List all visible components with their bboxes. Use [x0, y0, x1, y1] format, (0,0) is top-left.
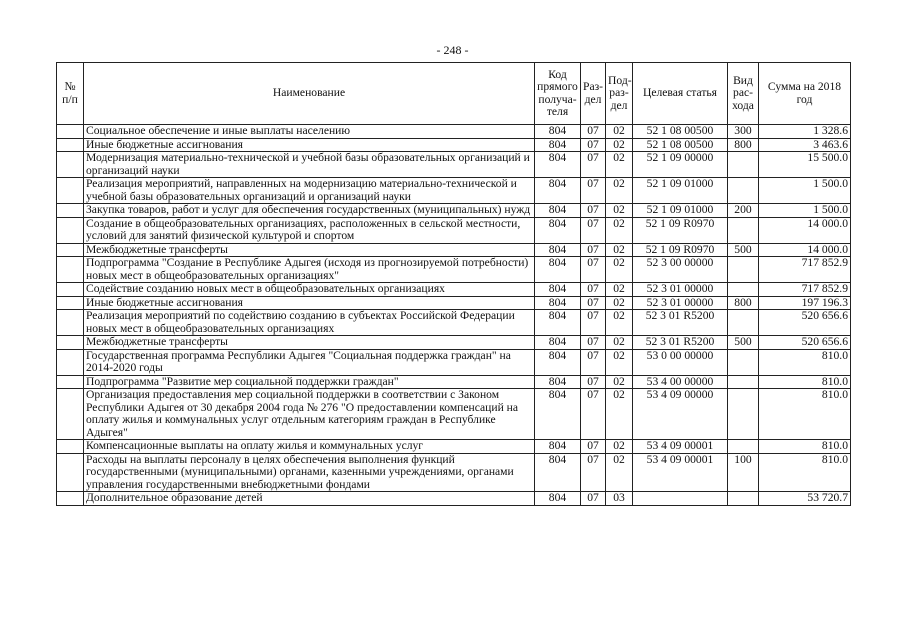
cell-num	[57, 453, 84, 492]
cell-code: 804	[535, 152, 581, 178]
table-row	[57, 178, 851, 204]
header-sum: Сумма на 2018 год	[759, 63, 851, 125]
cell-section: 07	[581, 217, 606, 243]
cell-section: 07	[581, 453, 606, 492]
cell-sum: 810.0	[759, 440, 851, 454]
header-subsection: Под-раз-дел	[606, 63, 633, 125]
cell-target: 52 1 09 R0970	[633, 243, 728, 257]
cell-expense-type	[728, 152, 759, 178]
cell-num	[57, 178, 84, 204]
cell-subsection: 02	[606, 283, 633, 297]
cell-subsection: 02	[606, 204, 633, 218]
cell-section: 07	[581, 440, 606, 454]
table-row	[57, 389, 851, 440]
cell-section: 07	[581, 138, 606, 152]
cell-subsection: 02	[606, 389, 633, 440]
table-row	[57, 440, 851, 454]
cell-sum: 810.0	[759, 453, 851, 492]
cell-sum: 717 852.9	[759, 257, 851, 283]
cell-target: 53 4 09 00001	[633, 440, 728, 454]
cell-subsection: 02	[606, 336, 633, 350]
cell-code: 804	[535, 283, 581, 297]
cell-expense-type: 300	[728, 125, 759, 139]
cell-target: 52 3 01 R5200	[633, 336, 728, 350]
cell-subsection: 02	[606, 349, 633, 375]
table-row	[57, 296, 851, 310]
cell-sum: 3 463.6	[759, 138, 851, 152]
cell-sum: 1 328.6	[759, 125, 851, 139]
cell-num	[57, 138, 84, 152]
cell-expense-type: 800	[728, 138, 759, 152]
cell-section: 07	[581, 152, 606, 178]
cell-name: Межбюджетные трансферты	[84, 243, 535, 257]
cell-name: Иные бюджетные ассигнования	[84, 138, 535, 152]
cell-code: 804	[535, 178, 581, 204]
cell-target: 52 1 09 R0970	[633, 217, 728, 243]
cell-name: Модернизация материально-технической и учебной базы образовательных организаций и организаций науки	[84, 152, 535, 178]
table-row	[57, 125, 851, 139]
cell-code: 804	[535, 204, 581, 218]
cell-subsection: 02	[606, 375, 633, 389]
cell-code: 804	[535, 310, 581, 336]
cell-target	[633, 492, 728, 506]
cell-section: 07	[581, 375, 606, 389]
cell-subsection: 02	[606, 152, 633, 178]
cell-target: 53 4 00 00000	[633, 375, 728, 389]
cell-target: 52 3 01 00000	[633, 296, 728, 310]
cell-num	[57, 349, 84, 375]
table-row	[57, 217, 851, 243]
cell-section: 07	[581, 204, 606, 218]
cell-code: 804	[535, 453, 581, 492]
cell-num	[57, 257, 84, 283]
cell-name: Межбюджетные трансферты	[84, 336, 535, 350]
cell-name: Подпрограмма "Развитие мер социальной поддержки граждан"	[84, 375, 535, 389]
table-row	[57, 453, 851, 492]
cell-subsection: 02	[606, 125, 633, 139]
cell-name: Иные бюджетные ассигнования	[84, 296, 535, 310]
cell-sum: 14 000.0	[759, 217, 851, 243]
cell-subsection: 02	[606, 296, 633, 310]
table-row	[57, 349, 851, 375]
table-row	[57, 283, 851, 297]
cell-name: Государственная программа Республики Адыгея "Социальная поддержка граждан" на 2014-2020 годы	[84, 349, 535, 375]
cell-code: 804	[535, 492, 581, 506]
cell-subsection: 02	[606, 310, 633, 336]
cell-section: 07	[581, 336, 606, 350]
cell-expense-type	[728, 440, 759, 454]
cell-sum: 1 500.0	[759, 204, 851, 218]
cell-subsection: 02	[606, 440, 633, 454]
cell-section: 07	[581, 310, 606, 336]
cell-expense-type: 200	[728, 204, 759, 218]
cell-expense-type: 500	[728, 336, 759, 350]
cell-num	[57, 125, 84, 139]
cell-name: Дополнительное образование детей	[84, 492, 535, 506]
cell-num	[57, 492, 84, 506]
cell-code: 804	[535, 336, 581, 350]
cell-code: 804	[535, 138, 581, 152]
cell-num	[57, 217, 84, 243]
cell-target: 53 0 00 00000	[633, 349, 728, 375]
cell-section: 07	[581, 178, 606, 204]
page-number: - 248 -	[436, 43, 469, 57]
cell-section: 07	[581, 257, 606, 283]
cell-code: 804	[535, 243, 581, 257]
cell-sum: 14 000.0	[759, 243, 851, 257]
cell-section: 07	[581, 243, 606, 257]
header-target: Целевая статья	[633, 63, 728, 125]
cell-name: Организация предоставления мер социальной поддержки в соответствии с Законом Республики Адыгея от 30 декабря 2004 года № 276 "О предоставлении компенсаций на оплату жилья и коммунальных услуг отдельным категориям граждан в Республике Адыгея"	[84, 389, 535, 440]
cell-num	[57, 296, 84, 310]
cell-target: 52 1 09 00000	[633, 152, 728, 178]
cell-code: 804	[535, 389, 581, 440]
cell-num	[57, 336, 84, 350]
cell-section: 07	[581, 125, 606, 139]
cell-expense-type	[728, 283, 759, 297]
table-row	[57, 152, 851, 178]
cell-sum: 810.0	[759, 349, 851, 375]
cell-sum: 717 852.9	[759, 283, 851, 297]
cell-expense-type	[728, 310, 759, 336]
cell-name: Содействие созданию новых мест в общеобразовательных организациях	[84, 283, 535, 297]
cell-sum: 53 720.7	[759, 492, 851, 506]
cell-code: 804	[535, 257, 581, 283]
cell-target: 52 1 08 00500	[633, 138, 728, 152]
cell-name: Социальное обеспечение и иные выплаты населению	[84, 125, 535, 139]
table-row	[57, 310, 851, 336]
cell-name: Реализация мероприятий по содействию созданию в субъектах Российской Федерации новых мест в общеобразовательных организациях	[84, 310, 535, 336]
cell-num	[57, 283, 84, 297]
cell-expense-type	[728, 257, 759, 283]
cell-subsection: 02	[606, 453, 633, 492]
table-row	[57, 336, 851, 350]
cell-expense-type: 500	[728, 243, 759, 257]
cell-target: 52 3 01 00000	[633, 283, 728, 297]
cell-expense-type: 100	[728, 453, 759, 492]
cell-sum: 810.0	[759, 375, 851, 389]
budget-table	[56, 62, 851, 506]
table-row	[57, 138, 851, 152]
table-body	[57, 125, 851, 506]
cell-num	[57, 243, 84, 257]
cell-name: Реализация мероприятий, направленных на модернизацию материально-технической и учебной базы образовательных организаций и организаций науки	[84, 178, 535, 204]
header-expense-type: Вид рас-хода	[728, 63, 759, 125]
cell-sum: 810.0	[759, 389, 851, 440]
cell-subsection: 03	[606, 492, 633, 506]
cell-section: 07	[581, 283, 606, 297]
cell-subsection: 02	[606, 217, 633, 243]
cell-target: 53 4 09 00001	[633, 453, 728, 492]
cell-target: 53 4 09 00000	[633, 389, 728, 440]
cell-num	[57, 204, 84, 218]
table-row	[57, 257, 851, 283]
table-header-row	[57, 63, 851, 125]
cell-name: Подпрограмма "Создание в Республике Адыгея (исходя из прогнозируемой потребности) новых мест в общеобразовательных организациях"	[84, 257, 535, 283]
cell-sum: 520 656.6	[759, 310, 851, 336]
header-num: № п/п	[57, 63, 84, 125]
cell-target: 52 3 00 00000	[633, 257, 728, 283]
cell-section: 07	[581, 296, 606, 310]
cell-sum: 520 656.6	[759, 336, 851, 350]
cell-code: 804	[535, 296, 581, 310]
cell-name: Расходы на выплаты персоналу в целях обеспечения выполнения функций государственными (муниципальными) органами, казенными учреждениями, органами управления государственными внебюджетными фондами	[84, 453, 535, 492]
cell-expense-type	[728, 389, 759, 440]
cell-subsection: 02	[606, 257, 633, 283]
cell-target: 52 1 09 01000	[633, 204, 728, 218]
header-section: Раз-дел	[581, 63, 606, 125]
cell-target: 52 1 09 01000	[633, 178, 728, 204]
cell-num	[57, 375, 84, 389]
header-name: Наименование	[84, 63, 535, 125]
cell-code: 804	[535, 125, 581, 139]
cell-expense-type	[728, 349, 759, 375]
table-row	[57, 375, 851, 389]
cell-expense-type: 800	[728, 296, 759, 310]
cell-target: 52 1 08 00500	[633, 125, 728, 139]
cell-expense-type	[728, 217, 759, 243]
cell-code: 804	[535, 217, 581, 243]
cell-subsection: 02	[606, 178, 633, 204]
cell-section: 07	[581, 349, 606, 375]
cell-name: Компенсационные выплаты на оплату жилья и коммунальных услуг	[84, 440, 535, 454]
cell-code: 804	[535, 349, 581, 375]
table-row	[57, 204, 851, 218]
cell-num	[57, 310, 84, 336]
table-row	[57, 243, 851, 257]
cell-code: 804	[535, 375, 581, 389]
cell-subsection: 02	[606, 138, 633, 152]
cell-expense-type	[728, 375, 759, 389]
cell-target: 52 3 01 R5200	[633, 310, 728, 336]
cell-num	[57, 389, 84, 440]
cell-section: 07	[581, 389, 606, 440]
cell-sum: 197 196.3	[759, 296, 851, 310]
cell-section: 07	[581, 492, 606, 506]
cell-name: Создание в общеобразовательных организациях, расположенных в сельской местности, условий для занятий физической культурой и спортом	[84, 217, 535, 243]
cell-expense-type	[728, 178, 759, 204]
table-row	[57, 492, 851, 506]
cell-subsection: 02	[606, 243, 633, 257]
cell-expense-type	[728, 492, 759, 506]
cell-num	[57, 440, 84, 454]
cell-code: 804	[535, 440, 581, 454]
header-code: Код прямого получа-теля	[535, 63, 581, 125]
cell-num	[57, 152, 84, 178]
cell-name: Закупка товаров, работ и услуг для обеспечения государственных (муниципальных) нужд	[84, 204, 535, 218]
cell-sum: 15 500.0	[759, 152, 851, 178]
cell-sum: 1 500.0	[759, 178, 851, 204]
